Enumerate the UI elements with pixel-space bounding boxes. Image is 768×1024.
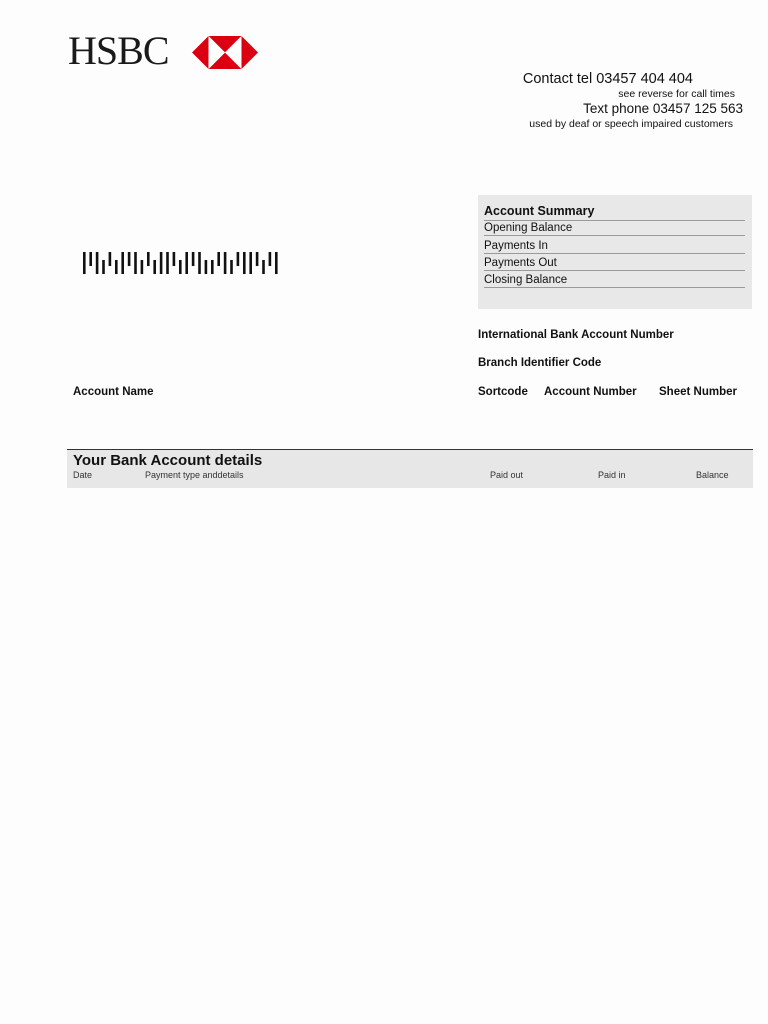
hsbc-hexagon-icon	[192, 36, 258, 69]
column-paid-in: Paid in	[598, 470, 626, 480]
brand-name: HSBC	[68, 28, 169, 73]
account-details-title: Your Bank Account details	[73, 452, 263, 469]
summary-divider	[484, 220, 745, 221]
account-number-label: Account Number	[544, 386, 637, 398]
column-paid-out: Paid out	[490, 470, 524, 480]
account-summary-title: Account Summary	[484, 204, 595, 218]
account-summary-box	[478, 195, 752, 309]
sortcode-label: Sortcode	[478, 386, 528, 398]
text-phone-note: used by deaf or speech impaired customers	[529, 118, 733, 130]
column-date: Date	[73, 470, 93, 480]
account-details-header	[67, 449, 753, 488]
summary-row-opening: Opening Balance	[484, 222, 745, 236]
sheet-number-label: Sheet Number	[659, 386, 737, 398]
summary-row-payments-in: Payments In	[484, 240, 745, 254]
account-name-label: Account Name	[73, 386, 154, 398]
iban-label: International Bank Account Number	[478, 329, 674, 341]
summary-row-payments-out: Payments Out	[484, 257, 745, 271]
bic-label: Branch Identifier Code	[478, 357, 602, 369]
barcode-icon	[83, 252, 283, 274]
column-balance: Balance	[696, 470, 729, 480]
column-payment-type: Payment type anddetails	[145, 470, 244, 480]
call-times-note: see reverse for call times	[618, 88, 735, 100]
summary-row-closing: Closing Balance	[484, 274, 745, 288]
text-phone: Text phone 03457 125 563	[583, 101, 743, 116]
contact-block	[523, 70, 743, 130]
hsbc-logo	[68, 28, 263, 73]
contact-tel: Contact tel 03457 404 404	[522, 71, 693, 87]
